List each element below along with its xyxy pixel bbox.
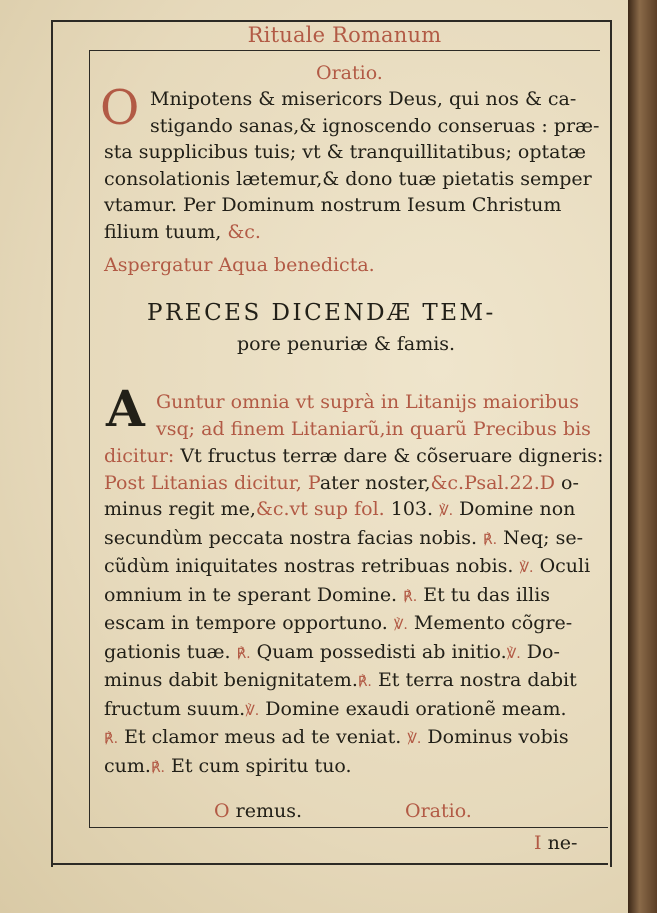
prayer-opening [150, 86, 599, 139]
response-symbol: ℟. [357, 674, 372, 690]
rubric-text: Post Litanias dicitur, P [104, 471, 320, 494]
response-symbol: ℟. [236, 645, 251, 662]
rubric-text: &c.vt sup fol. [255, 498, 385, 520]
prayer-line: stigando sanas,& ignoscendo conseruas : præ- [150, 114, 600, 137]
response-symbol: ℟. [150, 759, 165, 776]
text-span: Do- [526, 640, 560, 663]
inner-border-top [89, 50, 600, 51]
prayer-line: sta supplicibus tuis; vt & tranquillitatibus; optatæ [104, 141, 586, 163]
book-gutter [628, 0, 657, 913]
text-span: cũdùm iniquitates nostras retribuas nobis. [104, 555, 514, 577]
custos-text: ne- [547, 832, 578, 854]
versicle-symbol: ℣. [519, 560, 534, 576]
response-symbol: ℟. [483, 531, 498, 548]
drop-cap-o: O [100, 80, 140, 136]
prayer-line [104, 219, 592, 246]
text-span: Neq; se- [503, 526, 584, 549]
text-line [104, 443, 603, 470]
preces-text [104, 443, 603, 781]
text-span: 103. [390, 498, 434, 520]
text-line [104, 582, 603, 611]
prayer-line: vtamur. Per Dominum nostrum Iesum Christum [104, 194, 562, 216]
text-span: ater noster, [319, 471, 431, 494]
text-span: o- [561, 471, 579, 494]
text-span: minus dabit benignitatem. [104, 669, 358, 691]
text-span: Et clamor meus ad te veniat. [124, 726, 402, 748]
text-span: Dominus vobis [427, 726, 569, 748]
response-symbol: ℟. [403, 588, 418, 605]
etc-rubric: &c. [227, 220, 261, 243]
custos-mark: I [534, 832, 542, 854]
oratio-heading: Oratio. [316, 62, 383, 84]
custos-word [534, 832, 577, 854]
section-subtitle: pore penuriæ & famis. [237, 333, 456, 355]
rubric-text: &c.Psal.22.D [430, 471, 555, 494]
text-line [104, 667, 603, 696]
prayer-line: consolationis lætemur,& dono tuæ pietatis semper [104, 167, 592, 190]
aspergatur-rubric: Aspergatur Aqua benedicta. [104, 254, 375, 276]
oremus-line [214, 800, 302, 822]
drop-cap-a: A [106, 379, 145, 438]
text-span: Vt fructus terræ dare & cõseruare digneris: [180, 445, 604, 467]
text-span: Et terra nostra dabit [377, 669, 577, 691]
oratio-footer: Oratio. [405, 800, 472, 822]
response-symbol: ℟. [104, 731, 119, 747]
prayer-line: Mnipotens & misericors Deus, qui nos & ca- [150, 88, 577, 110]
text-span: cum. [104, 754, 151, 777]
text-line [104, 696, 603, 725]
text-span: Domine non [459, 498, 576, 520]
text-line [104, 724, 603, 753]
versicle-symbol: ℣. [407, 731, 422, 747]
running-title: Rituale Romanum [247, 23, 442, 47]
text-line [104, 553, 603, 582]
section-title: PRECES DICENDÆ TEM- [147, 300, 496, 326]
text-line [104, 525, 603, 554]
text-line [104, 610, 603, 639]
text-span: Domine exaudi orationẽ meam. [265, 697, 567, 720]
text-span: fructum suum. [104, 697, 246, 720]
text-line [104, 753, 603, 782]
oremus-initial: O [214, 800, 230, 822]
inner-border-bottom [89, 827, 608, 828]
rubric-opening [156, 389, 591, 442]
text-span: Quam possedisti ab initio. [256, 640, 507, 663]
versicle-symbol: ℣. [439, 503, 454, 519]
text-span: Oculi [539, 555, 591, 577]
versicle-symbol: ℣. [506, 645, 521, 662]
oremus-text: remus. [235, 800, 302, 822]
inner-border-left [89, 50, 90, 827]
text-span: secundùm peccata nostra facias nobis. [104, 526, 477, 549]
rubric-line: vsq; ad finem Litaniarũ,in quarũ Precibus bis [156, 417, 591, 440]
text-line [104, 496, 603, 525]
prayer-end: filium tuum, [104, 220, 222, 243]
outer-border-bottom [51, 863, 608, 865]
text-span: Memento cõgre- [413, 612, 573, 634]
versicle-symbol: ℣. [245, 702, 260, 719]
text-span: omnium in te sperant Domine. [104, 583, 398, 606]
text-span: minus regit me, [104, 498, 256, 520]
text-span: Et tu das illis [423, 583, 551, 606]
text-line [104, 470, 603, 497]
versicle-symbol: ℣. [393, 617, 408, 633]
text-line [104, 639, 603, 668]
text-span: Et cum spiritu tuo. [171, 754, 352, 777]
prayer-continuation [104, 139, 592, 245]
rubric-text: dicitur: [104, 445, 175, 467]
rubric-line: Guntur omnia vt suprà in Litanijs maioribus [156, 391, 579, 413]
text-span: gationis tuæ. [104, 640, 231, 663]
text-span: escam in tempore opportuno. [104, 612, 388, 634]
